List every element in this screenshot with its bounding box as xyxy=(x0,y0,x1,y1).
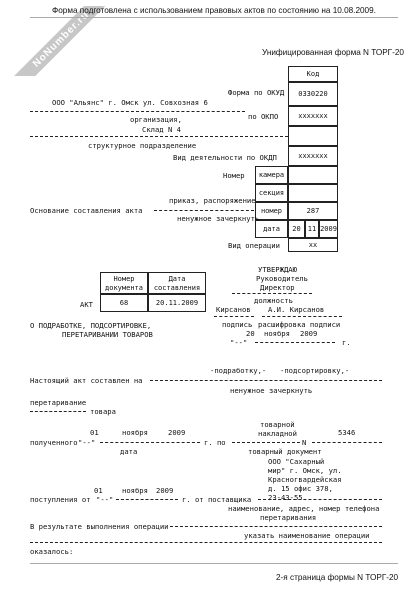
approver-signature: Кирсанов xyxy=(216,305,251,314)
order-year-cell: 2009 xyxy=(319,220,338,238)
received-quotes: "--" xyxy=(78,438,96,447)
approve-month: ноября xyxy=(264,329,290,338)
act-title-line2: ПЕРЕТАРИВАНИИ ТОВАРОВ xyxy=(62,330,153,339)
peretarivanie-text: перетаривание xyxy=(30,398,87,407)
name-caption: расшифровка подписи xyxy=(258,320,341,329)
basis-option: приказ, распоряжение xyxy=(169,196,256,205)
organization-value: ООО "Альянс" г. Омск ул. Совхозная 6 xyxy=(52,98,208,107)
nakladnaya-line2: накладной xyxy=(258,429,297,438)
sekciya-label: секция xyxy=(255,184,288,202)
organization-line xyxy=(30,111,245,112)
doc-date-header-line2: составления xyxy=(153,284,201,292)
doc-date-cell: 20.11.2009 xyxy=(148,294,206,312)
order-month-cell: 11 xyxy=(305,220,319,238)
order-date-label: дата xyxy=(255,220,288,238)
present-label: Настоящий акт составлен на xyxy=(30,376,143,385)
blank-line xyxy=(30,542,382,543)
name-line xyxy=(262,316,342,317)
date-caption: дата xyxy=(120,447,138,456)
postupl-label: поступления от xyxy=(30,495,91,504)
watermark-text: NoNumber.ru xyxy=(8,6,114,76)
order-day-cell: 20 xyxy=(288,220,305,238)
signature-line xyxy=(214,316,254,317)
approve-g: г. xyxy=(342,338,351,347)
order-number-cell: 287 xyxy=(288,202,338,220)
nomer-label: Номер xyxy=(223,171,245,180)
recv-day: 01 xyxy=(90,428,99,437)
basis-line xyxy=(154,210,254,211)
unneeded-caption: ненужное зачеркнуть xyxy=(230,386,313,395)
approve-position2: Директор xyxy=(260,283,295,292)
approve-year: 2009 xyxy=(300,329,318,338)
order-number-label: номер xyxy=(255,202,288,220)
page-note: 2-я страница формы N ТОРГ-20 xyxy=(276,573,399,582)
act-title-line1: О ПОДРАБОТКЕ, ПОДСОРТИРОВКЕ, xyxy=(30,321,152,330)
warehouse-value: Склад N 4 xyxy=(142,125,181,134)
organization-caption: организация, xyxy=(130,115,182,124)
doc-number-header-line2: документа xyxy=(105,284,143,292)
act-label: АКТ xyxy=(80,300,93,309)
footer-divider xyxy=(30,563,398,564)
supplier-caption: наименование, адрес, номер телефона xyxy=(228,504,380,513)
supplier-line5: 23-43-55 xyxy=(268,493,303,502)
kod-header: Код xyxy=(288,66,338,82)
supplier-line1: ООО "Сахарный xyxy=(268,457,325,466)
approver-name: А.И. Кирсанов xyxy=(268,305,325,314)
operation-caption: указать наименование операции xyxy=(244,531,370,540)
okud-code-cell: 0330220 xyxy=(288,82,338,106)
okdp-code-cell: ххххххх xyxy=(288,146,338,166)
approve-quotes: "--" xyxy=(230,338,248,347)
peretarivanie-line xyxy=(30,411,86,412)
okud-label: Форма по ОКУД xyxy=(228,88,285,97)
legal-notice: Форма подготовлена с использованием правовых актов по состоянию на 10.08.2009. xyxy=(52,6,376,15)
doc-number-header xyxy=(100,272,148,294)
sekciya-cell xyxy=(288,184,338,202)
doc-number-header-line1: Номер xyxy=(113,275,135,283)
okpo-code-cell: ххххххх xyxy=(288,106,338,126)
supplier-line4: д. 15 офис 378, xyxy=(268,484,333,493)
kamera-cell xyxy=(288,166,338,184)
nakladnaya-line xyxy=(232,442,300,443)
basis-caption: ненужное зачеркнуть xyxy=(177,214,260,223)
operation-code-cell: хх xyxy=(288,238,338,252)
n-label: N xyxy=(302,438,307,447)
recv-month: ноября xyxy=(122,428,148,437)
result-value: перетаривания xyxy=(260,513,317,522)
position-line xyxy=(232,293,312,294)
result-line xyxy=(170,526,382,527)
basis-label: Основание составления акта xyxy=(30,206,143,215)
approve-title: УТВЕРЖДАЮ xyxy=(258,265,297,274)
supplier-line2: мир" г. Омск, ул. xyxy=(268,466,342,475)
postupl-date-line xyxy=(116,499,178,500)
subdivision-line xyxy=(30,136,288,137)
nakladnaya-caption: товарный документ xyxy=(248,447,322,456)
vid-operacii-label: Вид операции xyxy=(228,241,280,250)
result-label: В результате выполнения операции xyxy=(30,522,169,531)
position-caption: должность xyxy=(254,296,293,305)
okpo-label: по ОКПО xyxy=(248,112,279,121)
supplier-line3: Красногвардейская xyxy=(268,475,342,484)
doc-number-line xyxy=(312,442,382,443)
form-title: Унифицированная форма N ТОРГ-20 xyxy=(262,48,404,57)
okazalos-text: оказалось: xyxy=(30,547,74,556)
received-label: полученного xyxy=(30,438,78,447)
okpo-extra-cell xyxy=(288,126,338,146)
g-po-text: г. по xyxy=(204,438,226,447)
post-year: 2009 xyxy=(156,486,174,495)
doc-date-header-line1: Дата xyxy=(168,275,186,283)
option-podsortirovku: -подсортировку,- xyxy=(280,366,350,375)
kamera-label: камера xyxy=(255,166,288,184)
operation-line xyxy=(150,380,382,381)
doc-number-value: 5346 xyxy=(338,428,356,437)
recv-year: 2009 xyxy=(168,428,186,437)
post-month: ноября xyxy=(122,486,148,495)
ot-postavshika: г. от поставщика xyxy=(182,495,252,504)
subdivision-caption: структурное подразделение xyxy=(88,141,197,150)
nakladnaya-line1: товарной xyxy=(260,420,295,429)
approve-date-line xyxy=(255,342,335,343)
post-day: 01 xyxy=(94,486,103,495)
option-podrabotku: -подработку,- xyxy=(210,366,267,375)
approve-position: Руководитель xyxy=(256,274,308,283)
okdp-label: Вид деятельности по ОКДП xyxy=(173,153,277,162)
doc-number-cell: 68 xyxy=(100,294,148,312)
header-divider xyxy=(30,17,398,18)
signature-caption: подпись xyxy=(222,320,253,329)
approve-day: 20 xyxy=(246,329,255,338)
postupl-quotes: "--" xyxy=(96,495,114,504)
tovara-text: товара xyxy=(90,407,116,416)
supplier-line xyxy=(258,499,382,500)
doc-date-header xyxy=(148,272,206,294)
received-date-line xyxy=(100,442,200,443)
